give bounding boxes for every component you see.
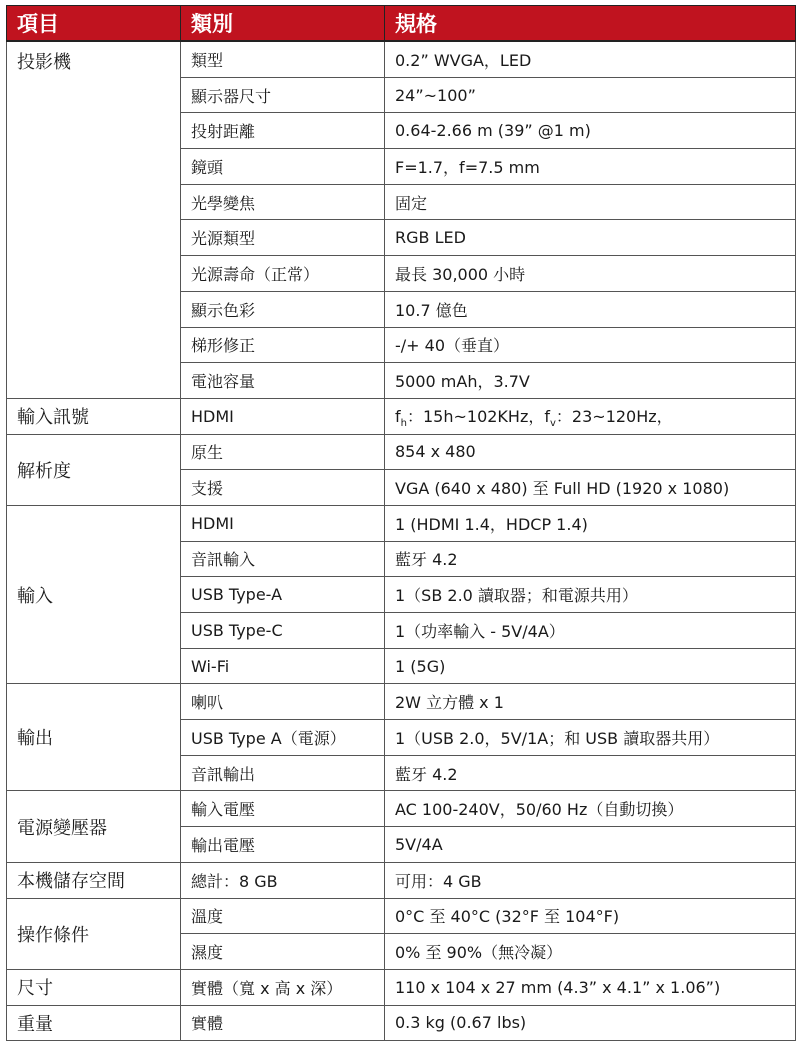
category-cell: 光源壽命（正常） [181,256,385,292]
category-cell: 溫度 [181,898,385,934]
header-category: 類別 [181,6,385,42]
spec-cell: 1（USB 2.0，5V/1A；和 USB 讀取器共用） [385,720,796,756]
spec-cell: 24”~100” [385,77,796,113]
category-cell: 總計：8 GB [181,862,385,898]
item-cell: 解析度 [7,434,181,505]
table-row [7,41,796,77]
table-row [7,505,796,541]
spec-cell: 5V/4A [385,827,796,863]
item-cell: 尺寸 [7,969,181,1005]
category-cell: 實體 [181,1005,385,1041]
category-cell: 類型 [181,41,385,77]
spec-cell: 藍牙 4.2 [385,755,796,791]
spec-cell: -/+ 40（垂直） [385,327,796,363]
category-cell: 喇叭 [181,684,385,720]
spec-cell: 1 (HDMI 1.4，HDCP 1.4) [385,505,796,541]
table-row [7,684,796,720]
item-cell: 本機儲存空間 [7,862,181,898]
category-cell: 鏡頭 [181,149,385,185]
spec-cell: AC 100-240V，50/60 Hz（自動切換） [385,791,796,827]
spec-cell: 固定 [385,184,796,220]
item-cell: 電源變壓器 [7,791,181,862]
spec-sub-v: v [550,417,556,429]
spec-cell: 0% 至 90%（無冷凝） [385,934,796,970]
spec-cell: 854 x 480 [385,434,796,470]
category-cell: 顯示色彩 [181,291,385,327]
spec-cell [385,398,796,434]
spec-cell: F=1.7，f=7.5 mm [385,149,796,185]
table-row [7,398,796,434]
spec-cell: 10.7 億色 [385,291,796,327]
header-item: 項目 [7,6,181,42]
spec-cell: 0.2” WVGA，LED [385,41,796,77]
spec-part-b: ：15h~102KHz，f [406,406,550,426]
item-cell: 輸入 [7,505,181,683]
spec-cell: 0.64-2.66 m (39” @1 m) [385,113,796,149]
category-cell: HDMI [181,505,385,541]
category-cell: 投射距離 [181,113,385,149]
spec-table [6,5,796,1041]
table-row [7,1005,796,1041]
spec-part-f: f [395,406,401,426]
category-cell: HDMI [181,398,385,434]
spec-cell: RGB LED [385,220,796,256]
category-cell: 電池容量 [181,363,385,399]
spec-cell: 0°C 至 40°C (32°F 至 104°F) [385,898,796,934]
spec-cell: 5000 mAh，3.7V [385,363,796,399]
header-spec: 規格 [385,6,796,42]
spec-sub-h: h [400,417,407,429]
category-cell: 濕度 [181,934,385,970]
category-cell: 輸出電壓 [181,827,385,863]
spec-body [7,41,796,1041]
category-cell: USB Type-C [181,613,385,649]
item-cell: 輸出 [7,684,181,791]
category-cell: 原生 [181,434,385,470]
spec-cell: 藍牙 4.2 [385,541,796,577]
spec-cell: 1 (5G) [385,648,796,684]
category-cell: 支援 [181,470,385,506]
category-cell: 音訊輸入 [181,541,385,577]
spec-cell: 最長 30,000 小時 [385,256,796,292]
spec-cell: 1（功率輸入 - 5V/4A） [385,613,796,649]
spec-cell: 2W 立方體 x 1 [385,684,796,720]
category-cell: 梯形修正 [181,327,385,363]
table-row [7,969,796,1005]
category-cell: Wi-Fi [181,648,385,684]
spec-cell: 1（SB 2.0 讀取器；和電源共用） [385,577,796,613]
category-cell: 輸入電壓 [181,791,385,827]
table-row [7,434,796,470]
category-cell: 光學變焦 [181,184,385,220]
category-cell: USB Type-A [181,577,385,613]
table-header-row [7,6,796,42]
category-cell: 顯示器尺寸 [181,77,385,113]
item-cell: 投影機 [7,41,181,398]
item-cell: 操作條件 [7,898,181,969]
table-row [7,791,796,827]
spec-part-c: ：23~120Hz， [555,406,673,426]
spec-cell: VGA (640 x 480) 至 Full HD (1920 x 1080) [385,470,796,506]
category-cell: USB Type A（電源） [181,720,385,756]
category-cell: 光源類型 [181,220,385,256]
spec-cell: 可用：4 GB [385,862,796,898]
item-cell: 重量 [7,1005,181,1041]
table-row [7,898,796,934]
spec-cell: 110 x 104 x 27 mm (4.3” x 4.1” x 1.06”) [385,969,796,1005]
spec-cell: 0.3 kg (0.67 lbs) [385,1005,796,1041]
category-cell: 音訊輸出 [181,755,385,791]
table-row [7,862,796,898]
item-cell: 輸入訊號 [7,398,181,434]
category-cell: 實體（寬 x 高 x 深） [181,969,385,1005]
